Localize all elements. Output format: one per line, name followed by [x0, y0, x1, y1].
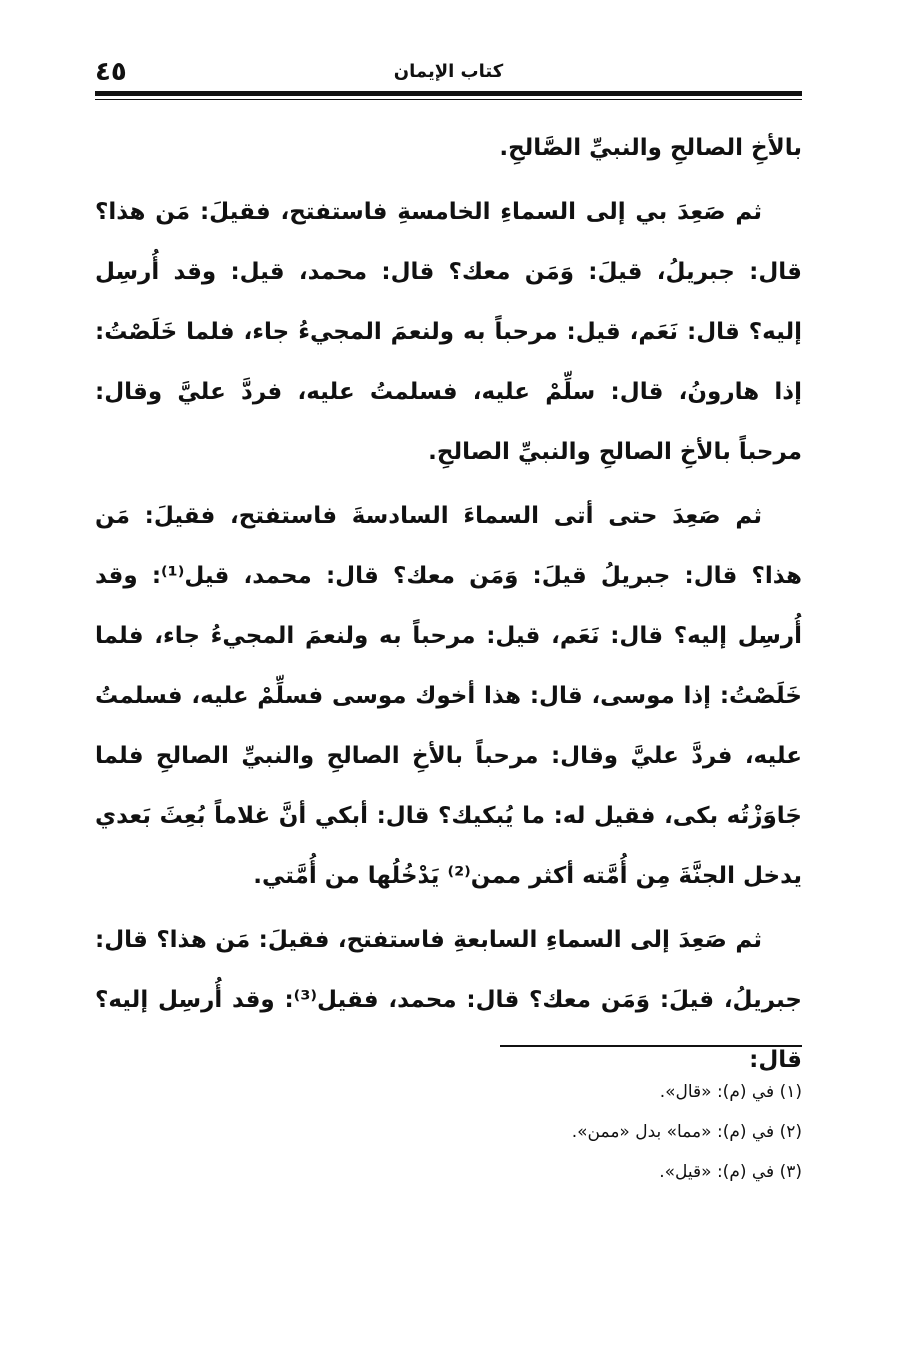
footnote-separator — [500, 1045, 802, 1047]
paragraph: ثم صَعِدَ إلى السماءِ السابعةِ فاستفتح، فقيلَ: مَن هذا؟ قال: جبريلُ، قيلَ: وَمَن معك؟ قال: محمد، فقيل⁽³⁾: وقد أُرسِل إليه؟ قال: — [95, 927, 802, 1073]
footnote: (٢) في (م): «مما» بدل «ممن». — [571, 1122, 802, 1142]
footnote: (٣) في (م): «قيل». — [659, 1162, 802, 1182]
page-header — [95, 55, 802, 91]
paragraph: ثم صَعِدَ بي إلى السماءِ الخامسةِ فاستفتح، فقيلَ: مَن هذا؟ قال: جبريلُ، قيلَ: وَمَن معك؟ قال: محمد، قيل: وقد أُرسِل إليه؟ قال: نَعَم، قيل: مرحباً به ولنعمَ المجيءُ جاء، فلما خَلَصْتُ: إذا هارونُ، قال: سلِّمْ عليه، فسلمتُ عليه، فردَّ عليَّ وقال: مرحباً بالأخِ الصالحِ والنبيِّ الصالحِ. — [95, 199, 802, 465]
header-rule-thin — [95, 99, 802, 100]
header-rule — [95, 91, 802, 96]
footnotes — [95, 1072, 802, 1192]
paragraph: بالأخِ الصالحِ والنبيِّ الصَّالحِ. — [499, 135, 802, 161]
page-number: ٤٥ — [95, 57, 127, 87]
main-text — [95, 118, 802, 1094]
footnote: (١) في (م): «قال». — [659, 1082, 802, 1102]
paragraph: ثم صَعِدَ حتى أتى السماءَ السادسةَ فاستفتح، فقيلَ: مَن هذا؟ قال: جبريلُ قيلَ: وَمَن معك؟ قال: محمد، قيل⁽¹⁾: وقد أُرسِل إليه؟ قال: نَعَم، قيل: مرحباً به ولنعمَ المجيءُ جاء، فلما خَلَصْتُ: إذا موسى، قال: هذا أخوك موسى فسلِّمْ عليه، فسلمتُ عليه، فردَّ عليَّ وقال: مرحباً بالأخِ الصالحِ والنبيِّ الصالحِ فلما جَاوَزْتُه بكى، فقيل له: ما يُبكيك؟ قال: أبكي أنَّ غلاماً بُعِثَ بَعدي يدخل الجنَّةَ مِن أُمَّته أكثر ممن⁽²⁾ يَدْخُلُها من أُمَّتي. — [95, 503, 802, 889]
running-title: كتاب الإيمان — [393, 61, 504, 82]
